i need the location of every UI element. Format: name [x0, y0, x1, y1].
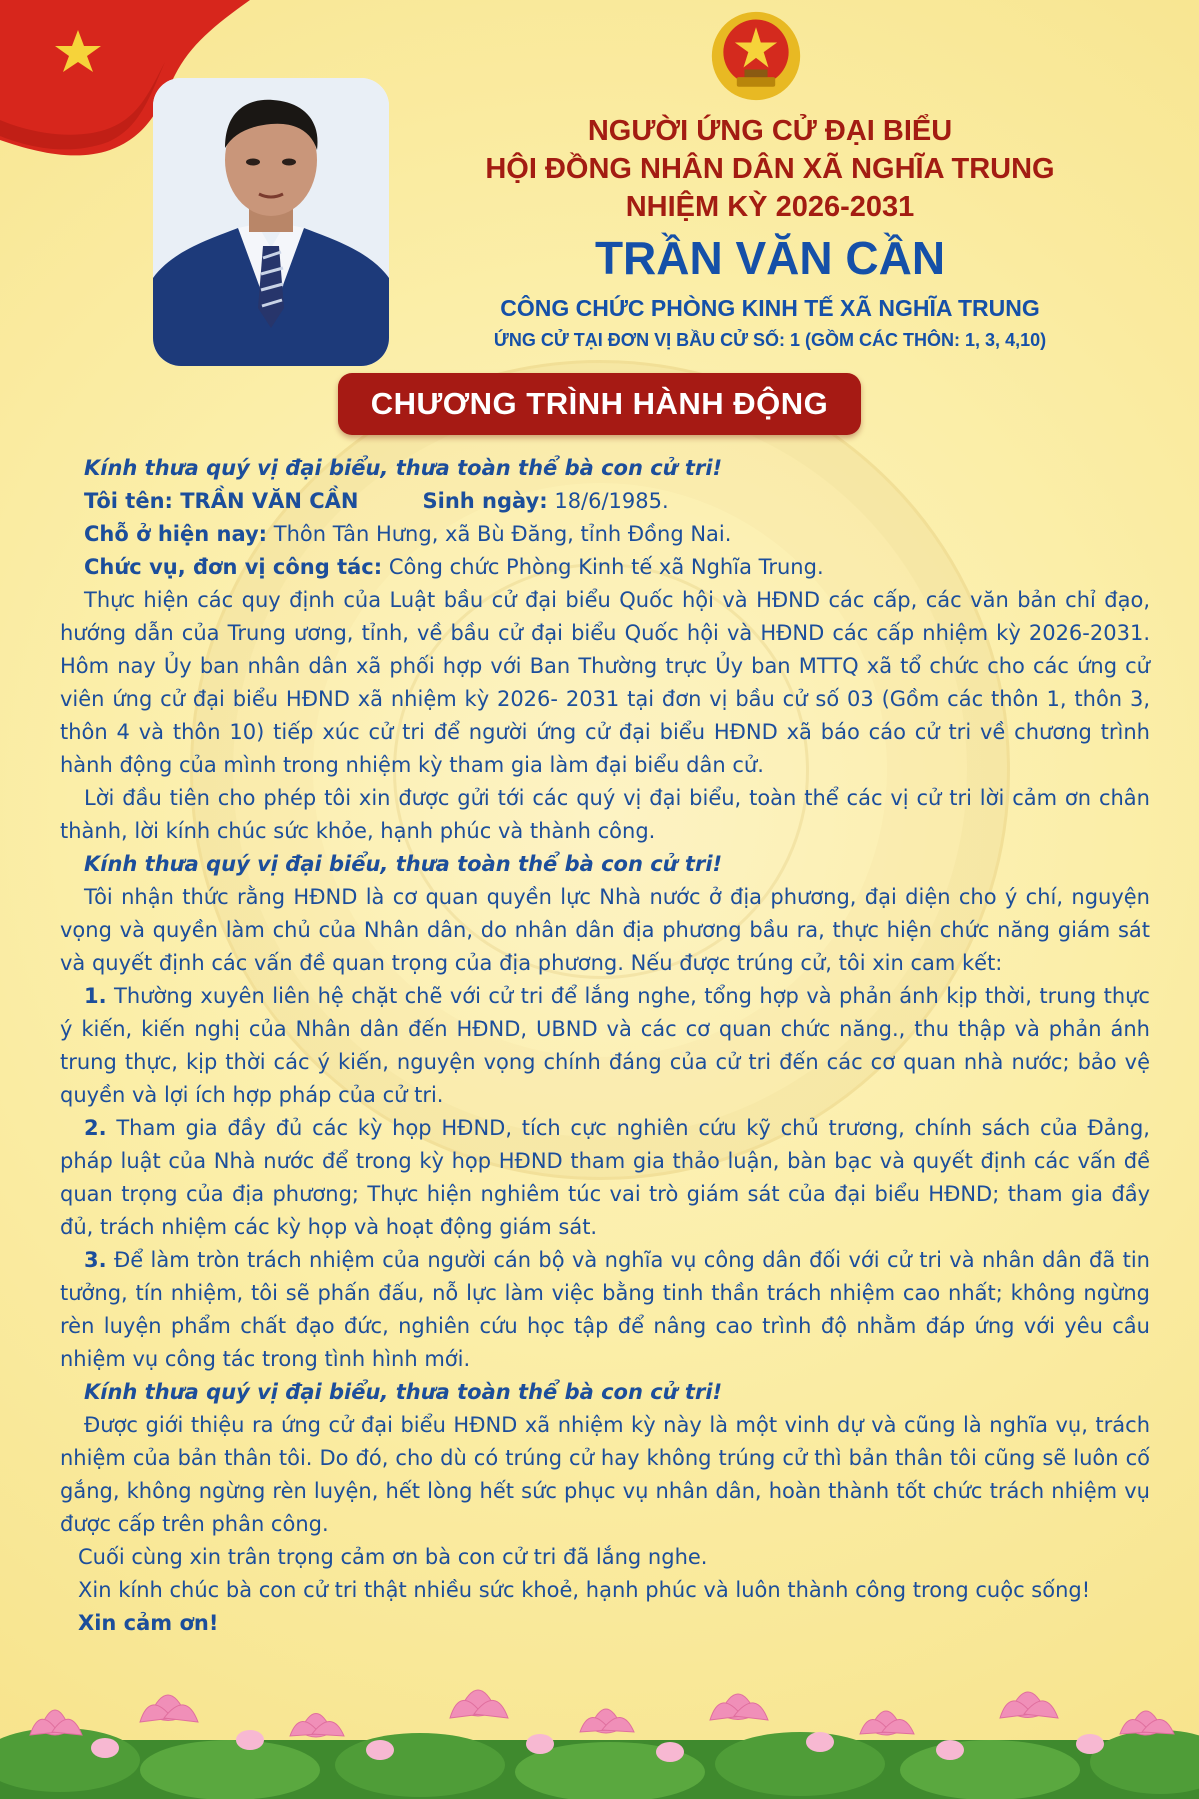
commitment-item: [60, 1244, 1150, 1376]
closing-line-1: Cuối cùng xin trân trọng cảm ơn bà con cử tri đã lắng nghe.: [78, 1545, 708, 1569]
residence-value: Thôn Tân Hưng, xã Bù Đăng, tỉnh Đồng Nai.: [273, 522, 732, 546]
lotus-flowers-decoration: [0, 1670, 1199, 1799]
job-label: Chức vụ, đơn vị công tác:: [84, 555, 383, 579]
item-text: Tham gia đầy đủ các kỳ họp HĐND, tích cực nghiên cứu kỹ chủ trương, chính sách của Đảng, pháp luật của Nhà nước để trong kỳ họp HĐND tham gia thảo luận, bàn bạc và quyết định các vấn đề quan trọng của địa phương; Thực hiện nghiêm túc vai trò giám sát của đại biểu HĐND; tham gia đầy đủ, trách nhiệm các kỳ họp và hoạt động giám sát.: [60, 1116, 1150, 1239]
paragraph-2: Lời đầu tiên cho phép tôi xin được gửi tới các quý vị đại biểu, toàn thể các vị cử tri lời cảm ơn chân thành, lời kính chúc sức khỏe, hạnh phúc và thành công.: [60, 786, 1150, 843]
greeting-1: Kính thưa quý vị đại biểu, thưa toàn thể bà con cử tri!: [84, 456, 723, 480]
residence-label: Chỗ ở hiện nay:: [84, 522, 268, 546]
title-line-1: NGƯỜI ỨNG CỬ ĐẠI BIỂU: [587, 115, 953, 147]
paragraph-3: Tôi nhận thức rằng HĐND là cơ quan quyền lực Nhà nước ở địa phương, đại diện cho ý chí, nguyện vọng và quyền làm chủ của Nhân dân, do nhân dân địa phương bầu ra, thực hiện chức năng giám sát và quyết định các vấn đề quan trọng của địa phương. Nếu được trúng cử, tôi xin cam kết:: [60, 885, 1150, 975]
candidate-portrait: [153, 78, 389, 366]
candidate-header: [420, 112, 1120, 354]
candidate-position: CÔNG CHỨC PHÒNG KINH TẾ XÃ NGHĨA TRUNG: [500, 295, 1040, 321]
residence-line: [60, 518, 1150, 551]
item-number: 3.: [84, 1248, 107, 1272]
item-number: 1.: [84, 984, 107, 1008]
job-line: [60, 551, 1150, 584]
item-number: 2.: [84, 1116, 107, 1140]
name-label: Tôi tên: TRẦN VĂN CẦN: [84, 489, 359, 513]
greeting-3: Kính thưa quý vị đại biểu, thưa toàn thể bà con cử tri!: [84, 1380, 723, 1404]
title-line-3: NHIỆM KỲ 2026-2031: [625, 191, 915, 223]
closing-line-2: Xin kính chúc bà con cử tri thật nhiều sức khoẻ, hạnh phúc và luôn thành công trong cuộc sống!: [78, 1578, 1091, 1602]
paragraph-1: Thực hiện các quy định của Luật bầu cử đại biểu Quốc hội và HĐND các cấp, các văn bản chỉ đạo, hướng dẫn của Trung ương, tỉnh, về bầu cử đại biểu Quốc hội và HĐND các cấp nhiệm kỳ 2026-2031. Hôm nay Ủy ban nhân dân xã phối hợp với Ban Thường trực Ủy ban MTTQ xã tổ chức cho các ứng cử viên ứng cử đại biểu HĐND xã nhiệm kỳ 2026- 2031 tại đơn vị bầu cử số 03 (Gồm các thôn 1, thôn 3, thôn 4 và thôn 10) tiếp xúc cử tri để người ứng cử đại biểu HĐND xã báo cáo cử tri về chương trình hành động của mình trong nhiệm kỳ tham gia làm đại biểu dân cử.: [60, 588, 1150, 777]
job-value: Công chức Phòng Kinh tế xã Nghĩa Trung.: [388, 555, 824, 579]
title-line-2: HỘI ĐỒNG NHÂN DÂN XÃ NGHĨA TRUNG: [485, 153, 1055, 185]
birth-value: 18/6/1985.: [554, 489, 669, 513]
banner-title: CHƯƠNG TRÌNH HÀNH ĐỘNG: [370, 386, 829, 421]
birth-label: Sinh ngày:: [422, 489, 548, 513]
name-birth-line: [60, 485, 1150, 518]
commitment-item: [60, 980, 1150, 1112]
commitment-item: [60, 1112, 1150, 1244]
item-text: Để làm tròn trách nhiệm của người cán bộ và nghĩa vụ công dân đối với cử tri và nhân dân đã tin tưởng, tín nhiệm, tôi sẽ phấn đấu, nỗ lực làm việc bằng tinh thần trách nhiệm cao nhất; không ngừng rèn luyện phẩm chất đạo đức, nghiên cứu học tập để nâng cao trình độ nhằm đáp ứng với yêu cầu nhiệm vụ công tác trong tình hình mới.: [60, 1248, 1150, 1371]
speech-content: [60, 452, 1150, 1640]
greeting-2: Kính thưa quý vị đại biểu, thưa toàn thể bà con cử tri!: [84, 852, 723, 876]
national-emblem-icon: [708, 8, 804, 104]
action-program-banner: [338, 373, 861, 435]
paragraph-4: Được giới thiệu ra ứng cử đại biểu HĐND xã nhiệm kỳ này là một vinh dự và cũng là nghĩa vụ, trách nhiệm của bản thân tôi. Do đó, cho dù có trúng cử hay không trúng cử thì bản thân tôi cũng sẽ luôn cố gắng, không ngừng rèn luyện, hết lòng hết sức phục vụ nhân dân, hoàn thành tốt chức trách nhiệm vụ được cấp trên phân công.: [60, 1413, 1150, 1536]
election-unit: ỨNG CỬ TẠI ĐƠN VỊ BẦU CỬ SỐ: 1 (GỒM CÁC THÔN: 1, 3, 4,10): [493, 330, 1047, 350]
thanks-line: Xin cảm ơn!: [78, 1611, 219, 1635]
item-text: Thường xuyên liên hệ chặt chẽ với cử tri để lắng nghe, tổng hợp và phản ánh kịp thời, trung thực ý kiến, kiến nghị của Nhân dân đến HĐND, UBND và các cơ quan chức năng., thu thập và phản ánh trung thực, kịp thời các ý kiến, nguyện vọng chính đáng của cử tri đến các cơ quan nhà nước; bảo vệ quyền và lợi ích hợp pháp của cử tri.: [60, 984, 1150, 1107]
candidate-name: TRẦN VĂN CẦN: [594, 232, 946, 284]
